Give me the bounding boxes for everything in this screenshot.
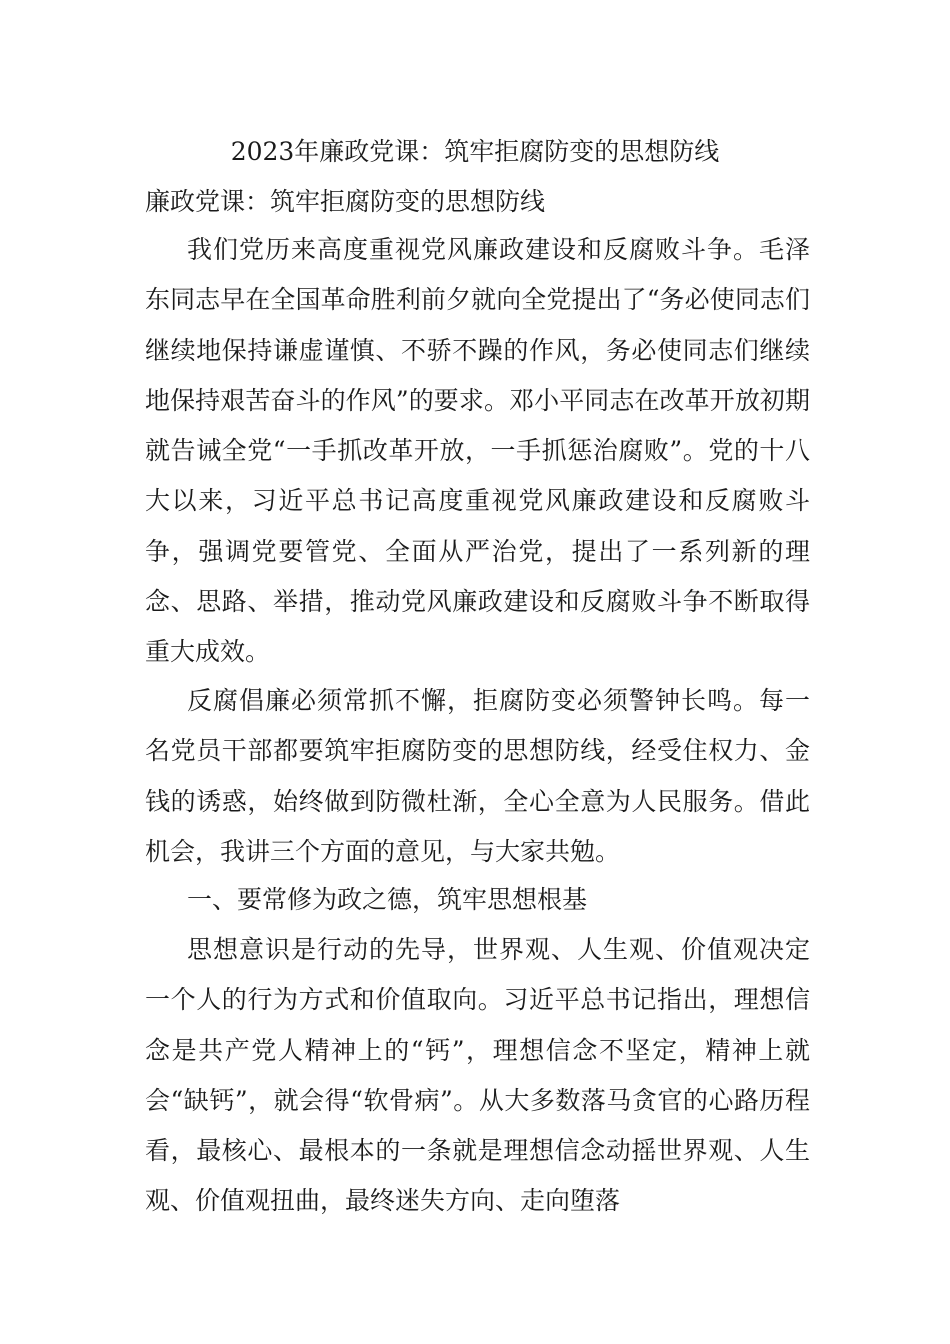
paragraph-1: 我们党历来高度重视党风廉政建设和反腐败斗争。毛泽东同志早在全国革命胜利前夕就向全党提出了“务必使同志们继续地保持谦虚谨慎、不骄不躁的作风，务必使同志们继续地保持艰苦奋斗的作风”的要求。邓小平同志在改革开放初期就告诫全党“一手抓改革开放，一手抓惩治腐败”。党的十八大以来，习近平总书记高度重视党风廉政建设和反腐败斗争，强调党要管党、全面从严治党，提出了一系列新的理念、思路、举措，推动党风廉政建设和反腐败斗争不断取得重大成效。 (145, 235, 810, 667)
document-title: 2023年廉政党课：筑牢拒腐防变的思想防线 (230, 137, 720, 166)
paragraph-3: 思想意识是行动的先导，世界观、人生观、价值观决定一个人的行为方式和价值取向。习近平总书记指出，理想信念是共产党人精神上的“钙”，理想信念不坚定，精神上就会“缺钙”，就会得“软骨病”。从大多数落马贪官的心路历程看，最核心、最根本的一条就是理想信念动摇世界观、人生观、价值观扭曲，最终迷失方向、走向堕落 (145, 935, 810, 1216)
paragraph-2: 反腐倡廉必须常抓不懈，拒腐防变必须警钟长鸣。每一名党员干部都要筑牢拒腐防变的思想防线，经受住权力、金钱的诱惑，始终做到防微杜渐，全心全意为人民服务。借此机会，我讲三个方面的意见，与大家共勉。 (145, 686, 810, 866)
section-heading-1: 一、要常修为政之德，筑牢思想根基 (187, 885, 588, 914)
document-subtitle: 廉政党课：筑牢拒腐防变的思想防线 (145, 187, 546, 216)
